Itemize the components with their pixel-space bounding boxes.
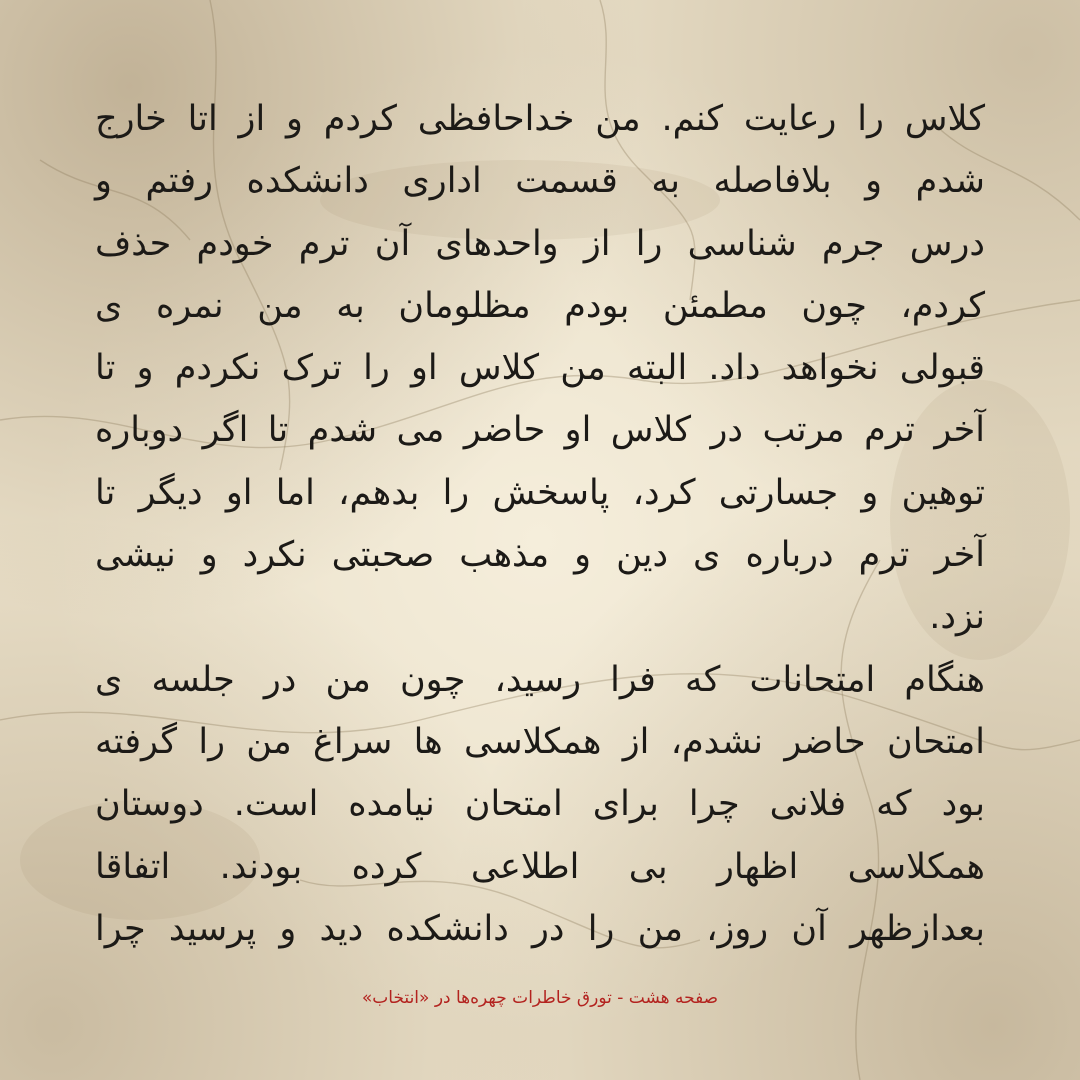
text-line: نزد. xyxy=(929,597,985,638)
paragraph-2 xyxy=(95,649,985,960)
paragraph-1 xyxy=(95,88,985,649)
text-line: کردم، چون مطمئن بودم مظلومان به من نمره ی xyxy=(95,285,985,326)
text-line: آخر ترم درباره ی دین و مذهب صحبتی نکرد و نیشی xyxy=(95,535,985,576)
text-line: شدم و بلافاصله به قسمت اداری دانشکده رفتم و xyxy=(95,161,985,202)
text-line: بود که فلانی چرا برای امتحان نیامده است. دوستان xyxy=(95,784,985,825)
text-line: آخر ترم مرتب در کلاس او حاضر می شدم تا اگر دوباره xyxy=(95,410,985,451)
text-line: همکلاسی اظهار بی اطلاعی کرده بودند. اتفاقا xyxy=(95,846,985,887)
text-line: قبولی نخواهد داد. البته من کلاس او را ترک نکردم و تا xyxy=(95,348,985,389)
text-line: بعدازظهر آن روز، من را در دانشکده دید و پرسید چرا xyxy=(95,908,985,949)
text-line: توهین و جسارتی کرد، پاسخش را بدهم، اما او دیگر تا xyxy=(95,472,985,513)
text-line: هنگام امتحانات که فرا رسید، چون من در جلسه ی xyxy=(95,659,985,700)
text-line: امتحان حاضر نشدم، از همکلاسی ها سراغ من را گرفته xyxy=(95,721,985,762)
text-line: درس جرم شناسی را از واحدهای آن ترم خودم حذف xyxy=(95,223,985,264)
text-line: کلاس را رعایت کنم. من خداحافظی کردم و از اتا خارج xyxy=(95,99,985,139)
page-caption: صفحه هشت - تورق خاطرات چهره‌ها در «انتخاب» xyxy=(361,988,719,1008)
text-block xyxy=(95,88,985,988)
